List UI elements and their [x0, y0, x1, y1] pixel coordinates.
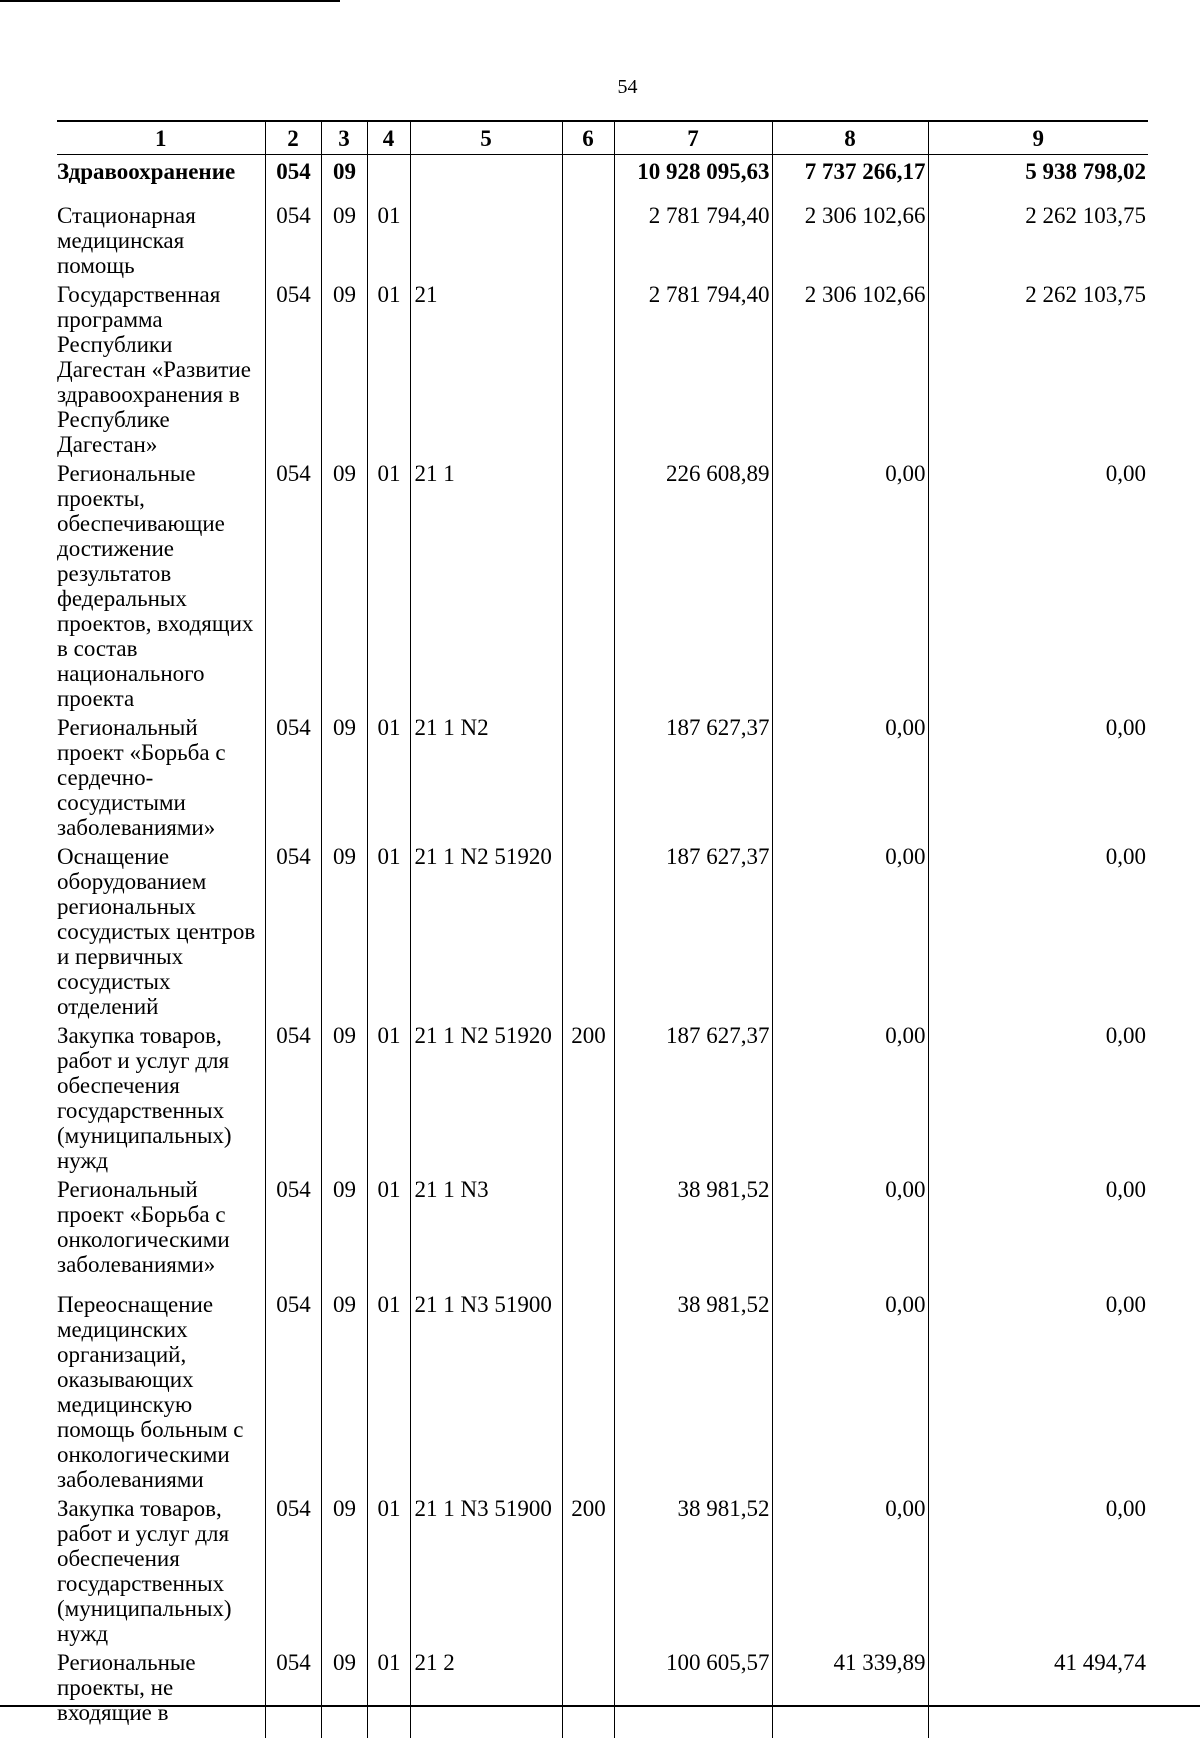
row-target-article: 21 1 N2 51920 [410, 1019, 562, 1173]
row-amount-col8: 2 306 102,66 [772, 278, 928, 457]
scan-top-edge [0, 0, 340, 2]
row-section-code: 09 [321, 1288, 367, 1492]
row-section-code: 09 [321, 711, 367, 840]
row-section-code: 09 [321, 155, 367, 199]
column-header-2: 2 [265, 121, 321, 155]
column-header-9: 9 [928, 121, 1148, 155]
table-row [57, 1288, 1148, 1492]
row-subsection-code: 01 [367, 1019, 410, 1173]
row-amount-col8: 0,00 [772, 457, 928, 711]
row-name: Региональные проекты, не входящие в [57, 1646, 265, 1738]
row-section-code: 09 [321, 1492, 367, 1646]
row-subsection-code: 01 [367, 1646, 410, 1738]
row-name: Государственная программа Республики Дагестан «Развитие здравоохранения в Республике Дагестан» [57, 278, 265, 457]
table-row [57, 1492, 1148, 1646]
row-expense-type [562, 711, 614, 840]
row-section-code: 09 [321, 840, 367, 1019]
row-target-article: 21 1 N2 51920 [410, 840, 562, 1019]
table-row [57, 1173, 1148, 1288]
table-row [57, 1646, 1148, 1738]
row-section-code: 09 [321, 278, 367, 457]
column-header-4: 4 [367, 121, 410, 155]
row-target-article: 21 1 N3 [410, 1173, 562, 1288]
column-header-1: 1 [57, 121, 265, 155]
row-ministry-code: 054 [265, 278, 321, 457]
row-amount-col9: 0,00 [928, 1492, 1148, 1646]
row-amount-col7: 226 608,89 [614, 457, 772, 711]
row-target-article [410, 155, 562, 199]
row-section-code: 09 [321, 1019, 367, 1173]
row-ministry-code: 054 [265, 1288, 321, 1492]
row-expense-type: 200 [562, 1492, 614, 1646]
row-amount-col8: 0,00 [772, 1288, 928, 1492]
row-ministry-code: 054 [265, 711, 321, 840]
row-amount-col7: 38 981,52 [614, 1288, 772, 1492]
row-amount-col8: 2 306 102,66 [772, 199, 928, 278]
column-header-3: 3 [321, 121, 367, 155]
row-expense-type: 200 [562, 1019, 614, 1173]
row-target-article: 21 1 [410, 457, 562, 711]
column-header-7: 7 [614, 121, 772, 155]
row-name: Региональный проект «Борьба с онкологическими заболеваниями» [57, 1173, 265, 1288]
row-amount-col9: 2 262 103,75 [928, 199, 1148, 278]
row-subsection-code: 01 [367, 278, 410, 457]
row-amount-col7: 38 981,52 [614, 1492, 772, 1646]
row-amount-col9: 0,00 [928, 1288, 1148, 1492]
row-ministry-code: 054 [265, 199, 321, 278]
row-name: Закупка товаров, работ и услуг для обеспечения государственных (муниципальных) нужд [57, 1492, 265, 1646]
row-ministry-code: 054 [265, 1019, 321, 1173]
column-header-8: 8 [772, 121, 928, 155]
row-amount-col9: 0,00 [928, 1173, 1148, 1288]
row-amount-col8: 0,00 [772, 1492, 928, 1646]
row-section-code: 09 [321, 199, 367, 278]
budget-table [57, 120, 1148, 1738]
row-section-code: 09 [321, 1646, 367, 1738]
row-expense-type [562, 278, 614, 457]
row-amount-col9: 5 938 798,02 [928, 155, 1148, 199]
column-header-5: 5 [410, 121, 562, 155]
page-number: 54 [617, 76, 638, 98]
row-amount-col9: 0,00 [928, 711, 1148, 840]
row-name: Переоснащение медицинских организаций, оказывающих медицинскую помощь больным с онкологическими заболеваниями [57, 1288, 265, 1492]
row-expense-type [562, 1173, 614, 1288]
row-amount-col8: 0,00 [772, 840, 928, 1019]
row-expense-type [562, 1646, 614, 1738]
row-amount-col7: 10 928 095,63 [614, 155, 772, 199]
row-section-code: 09 [321, 457, 367, 711]
table-row [57, 711, 1148, 840]
row-subsection-code [367, 155, 410, 199]
row-subsection-code: 01 [367, 1492, 410, 1646]
row-expense-type [562, 457, 614, 711]
row-subsection-code: 01 [367, 1173, 410, 1288]
row-name: Региональный проект «Борьба с сердечно-сосудистыми заболеваниями» [57, 711, 265, 840]
row-name: Региональные проекты, обеспечивающие достижение результатов федеральных проектов, входящих в состав национального проекта [57, 457, 265, 711]
table-row [57, 278, 1148, 457]
table-row [57, 840, 1148, 1019]
row-name: Оснащение оборудованием региональных сосудистых центров и первичных сосудистых отделений [57, 840, 265, 1019]
row-section-code: 09 [321, 1173, 367, 1288]
row-amount-col7: 187 627,37 [614, 711, 772, 840]
row-ministry-code: 054 [265, 1492, 321, 1646]
row-amount-col8: 41 339,89 [772, 1646, 928, 1738]
row-ministry-code: 054 [265, 457, 321, 711]
budget-table-container [57, 120, 1148, 1738]
table-row [57, 1019, 1148, 1173]
row-amount-col7: 100 605,57 [614, 1646, 772, 1738]
row-amount-col8: 0,00 [772, 1173, 928, 1288]
row-subsection-code: 01 [367, 457, 410, 711]
row-expense-type [562, 199, 614, 278]
row-ministry-code: 054 [265, 1646, 321, 1738]
row-amount-col8: 7 737 266,17 [772, 155, 928, 199]
row-amount-col9: 2 262 103,75 [928, 278, 1148, 457]
row-subsection-code: 01 [367, 840, 410, 1019]
scan-bottom-edge [0, 1705, 1200, 1707]
row-subsection-code: 01 [367, 1288, 410, 1492]
row-target-article: 21 1 N2 [410, 711, 562, 840]
row-target-article [410, 199, 562, 278]
row-amount-col8: 0,00 [772, 711, 928, 840]
column-header-6: 6 [562, 121, 614, 155]
row-amount-col7: 187 627,37 [614, 840, 772, 1019]
row-amount-col7: 38 981,52 [614, 1173, 772, 1288]
row-amount-col9: 0,00 [928, 1019, 1148, 1173]
row-amount-col7: 2 781 794,40 [614, 199, 772, 278]
row-name: Закупка товаров, работ и услуг для обеспечения государственных (муниципальных) нужд [57, 1019, 265, 1173]
row-subsection-code: 01 [367, 199, 410, 278]
row-target-article: 21 [410, 278, 562, 457]
row-target-article: 21 1 N3 51900 [410, 1288, 562, 1492]
row-amount-col7: 2 781 794,40 [614, 278, 772, 457]
row-amount-col9: 0,00 [928, 457, 1148, 711]
row-name: Здравоохранение [57, 155, 265, 199]
row-expense-type [562, 1288, 614, 1492]
row-ministry-code: 054 [265, 155, 321, 199]
row-ministry-code: 054 [265, 840, 321, 1019]
row-name: Стационарная медицинская помощь [57, 199, 265, 278]
row-subsection-code: 01 [367, 711, 410, 840]
row-amount-col8: 0,00 [772, 1019, 928, 1173]
table-row [57, 155, 1148, 199]
row-target-article: 21 1 N3 51900 [410, 1492, 562, 1646]
row-expense-type [562, 840, 614, 1019]
table-row [57, 457, 1148, 711]
row-target-article: 21 2 [410, 1646, 562, 1738]
row-amount-col9: 41 494,74 [928, 1646, 1148, 1738]
row-expense-type [562, 155, 614, 199]
row-amount-col7: 187 627,37 [614, 1019, 772, 1173]
table-row [57, 199, 1148, 278]
row-ministry-code: 054 [265, 1173, 321, 1288]
column-number-header [57, 121, 1148, 155]
row-amount-col9: 0,00 [928, 840, 1148, 1019]
